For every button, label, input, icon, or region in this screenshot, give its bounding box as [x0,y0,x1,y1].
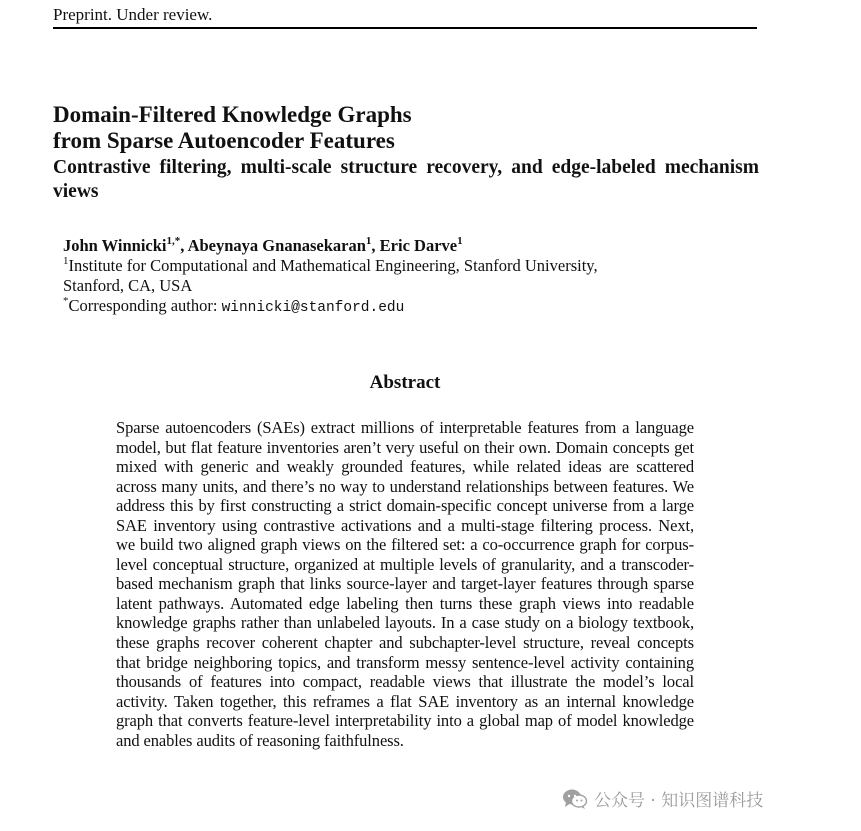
abstract-text: Sparse autoencoders (SAEs) extract millions of interpretable features from a language model, but flat feature inventories aren’t very useful on their own. Domain concepts get mixed with generic and weakly grounded features, while related ideas are scattered across many units, and there’s no way to understand relationships between features. We address this by first constructing a strict domain-specific concept universe from a large SAE inventory using contrastive activations and a multi-stage filtering process. Next, we build two aligned graph views on the filtered set: a co-occurrence graph for corpus-level conceptual structure, organized at multiple levels of granularity, and a transcoder-based mechanism graph that links source-layer and target-layer features through sparse latent pathways. Automated edge labeling then turns these graph views into readable knowledge graphs rather than unlabeled layouts. In a case study on a biology textbook, these graphs recover coherent chapter and subchapter-level structure, reveal concepts that bridge neighboring topics, and transform messy sentence-level activity containing thousands of features into compact, readable views that illustrate the model’s local activity. Taken together, this reframes a flat SAE inventory as an internal knowledge graph that converts feature-level interpretability into a global map of model knowledge and enables audits of reasoning faithfulness. [116,418,694,750]
title-line-1: Domain-Filtered Knowledge Graphs [53,102,412,127]
affiliation-text: Institute for Computational and Mathematical Engineering, Stanford University, [68,256,598,275]
author-name: John Winnicki [63,236,167,255]
affiliation-sup: 1 [63,254,69,267]
author-sup: 1,* [166,234,181,247]
author-sup: 1 [457,234,463,247]
paper-title [53,102,763,154]
author-name: Abeynaya Gnanasekaran [187,236,366,255]
author-email[interactable]: winnicki@stanford.edu [221,300,405,316]
title-line-2: from Sparse Autoencoder Features [53,128,395,153]
affiliation-line-2: Stanford, CA, USA [63,276,193,295]
affiliation-line-1 [63,256,743,276]
corresponding-sup: * [63,294,69,307]
corresponding-author [63,296,743,318]
wechat-icon [562,788,588,810]
author-names: John Winnicki$^{1,*}$, Abeynaya Gnanasekaran$^1$, Eric Darve$^1$ [63,234,463,255]
preprint-note: Preprint. Under review. [53,5,213,24]
paper-subtitle: Contrastive filtering, multi-scale structure recovery, and edge-labeled mechanism views [53,157,759,202]
abstract-heading: Abstract [369,372,441,393]
watermark [562,786,763,811]
watermark-text: 公众号 · 知识图谱科技 [594,791,764,811]
header-rule [53,27,757,29]
author-block [63,236,743,318]
author-sup: 1 [365,234,372,247]
corresponding-label: Corresponding author: [68,296,222,315]
author-name: Eric Darve [379,236,458,255]
